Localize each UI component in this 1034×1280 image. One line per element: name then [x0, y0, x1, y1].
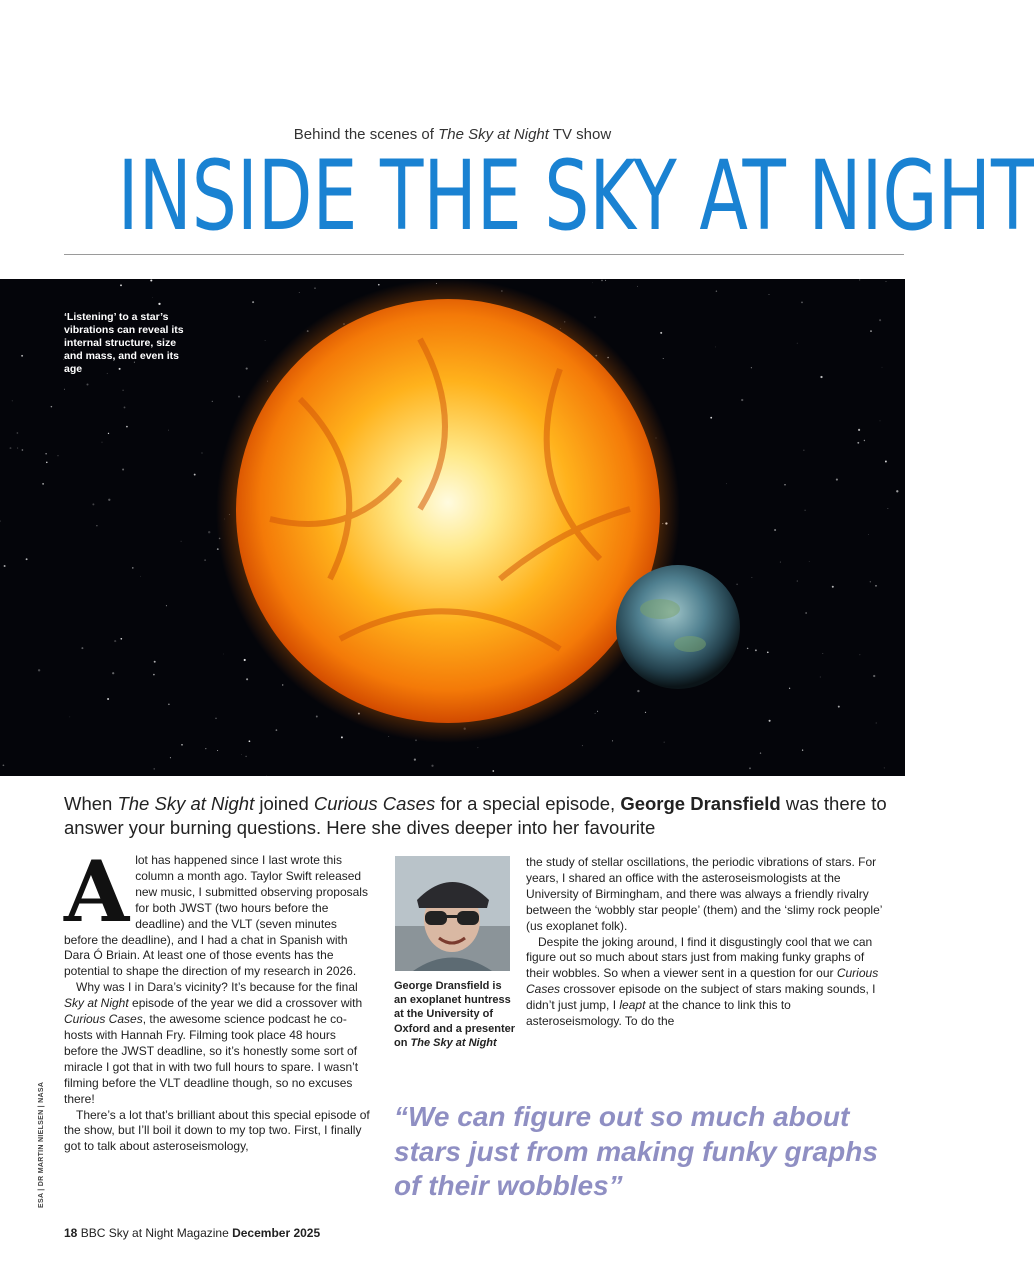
star-dot [4, 565, 6, 567]
star-dot [81, 647, 83, 649]
star-dot [246, 678, 248, 680]
star-dot [266, 775, 267, 776]
text: Despite the joking around, I find it disgustingly cool that we can figure out so much about stars just from making funky graphs of their wobbles. So when a viewer sent in a question for our [526, 934, 873, 981]
star-dot [710, 417, 712, 419]
star-dot [249, 740, 251, 742]
star-dot [223, 654, 224, 655]
star-dot [102, 442, 103, 443]
star-dot [46, 462, 47, 463]
star-dot [120, 638, 122, 640]
star [236, 299, 660, 723]
standfirst [64, 792, 904, 840]
star-dot [38, 669, 40, 671]
standfirst-text: for a special episode, [435, 793, 621, 814]
credit-text: ESA | DR MARTIN NIELSEN | NASA [38, 1081, 45, 1208]
author-portrait [395, 856, 510, 971]
page-number: 18 [64, 1226, 78, 1240]
star-dot [194, 474, 196, 476]
star-dot [760, 752, 761, 753]
star-dot [152, 297, 153, 298]
star-dot [801, 302, 803, 304]
star-dot [736, 584, 738, 586]
text: episode of the year we did a crossover with [128, 996, 363, 1011]
star-dot [96, 525, 97, 526]
magazine-name: BBC Sky at Night Magazine [77, 1226, 233, 1240]
star-dot [597, 711, 598, 712]
star-dot [882, 367, 883, 368]
star-dot [885, 461, 887, 463]
hero-image [0, 279, 905, 776]
star-dot [822, 653, 823, 654]
star-dot [414, 759, 416, 761]
star-dot [120, 284, 122, 286]
star-dot [838, 706, 840, 708]
star-dot [747, 648, 749, 650]
standfirst-text: joined [254, 793, 314, 814]
star-dot [108, 433, 109, 434]
star-dot [108, 499, 110, 501]
text: , the awesome science podcast he co-hosts with Hannah Fry. Filming took place 48 hours before the JWST deadline, so it’s honestly some sort of miracle I got that in with two full hours to spare. I wasn’t filming before the VLT deadline though, so no excuses there! [64, 1012, 359, 1106]
drop-cap: A [64, 842, 130, 941]
standfirst-author: George Dransfield [620, 793, 781, 814]
star-dot [252, 301, 254, 303]
star-dot [126, 426, 128, 428]
star-dot [663, 358, 664, 359]
star-dot [168, 430, 169, 431]
star-dot [582, 745, 583, 746]
star-dot [42, 483, 44, 485]
star-dot [752, 577, 753, 578]
star-dot [316, 716, 318, 718]
author-bio [394, 979, 516, 1050]
star-dot [784, 484, 785, 485]
star-dot [873, 675, 875, 677]
star-dot [204, 559, 206, 561]
star-dot [212, 401, 213, 402]
image-caption: ‘Listening’ to a star’s vibrations can reveal its internal structure, size and mass, and even its age [64, 311, 184, 375]
emphasis: leapt [619, 998, 646, 1013]
article-column-2 [526, 855, 886, 1030]
star-dot [154, 768, 155, 769]
star-dot [802, 749, 803, 750]
star-dot [10, 447, 12, 449]
issue-date: December 2025 [232, 1226, 321, 1240]
standfirst-text: was there to answer your burning questions. Here she dives deeper into her favourite [64, 793, 887, 838]
star-dot [244, 659, 246, 661]
star-dot [245, 756, 246, 757]
paragraph [64, 980, 370, 1107]
star-dot [140, 576, 141, 577]
star-dot [22, 449, 24, 451]
star-dot [181, 541, 182, 542]
star-dot [886, 281, 887, 282]
star-dot [64, 389, 65, 390]
bio-text: is an exoplanet huntress at the University of Oxford and a presenter on [394, 980, 516, 1049]
standfirst-text: When [64, 793, 118, 814]
star-dot [749, 767, 751, 769]
star-dot [774, 529, 776, 531]
star-dot [789, 688, 790, 689]
star-dot [215, 718, 216, 719]
star-dot [92, 503, 94, 505]
star-dot [314, 288, 315, 289]
podcast-title: Curious Cases [526, 966, 879, 997]
star-dot [864, 440, 865, 441]
star-dot [637, 690, 639, 692]
star-dot [820, 376, 822, 378]
star-dot [836, 479, 838, 481]
star-dot [876, 722, 877, 723]
star-dot [57, 455, 58, 456]
star-dot [858, 429, 860, 431]
star-dot [150, 279, 152, 281]
star-dot [859, 279, 860, 280]
show-title: Sky at Night [64, 996, 129, 1011]
kicker-text: Behind the scenes of [293, 126, 439, 143]
star-dot [751, 367, 752, 368]
star-dot [12, 400, 13, 401]
star-dot [246, 368, 248, 370]
star-dot [715, 346, 716, 347]
star-dot [112, 672, 114, 674]
star-dot [276, 729, 278, 731]
star-dot [769, 294, 770, 295]
star-dot [803, 450, 804, 451]
star-dot [592, 282, 593, 283]
star-dot [645, 712, 646, 713]
star-dot [755, 649, 757, 651]
planet [616, 565, 740, 689]
standfirst-podcast: Curious Cases [313, 793, 436, 814]
bio-show: The Sky at Night [410, 1036, 497, 1049]
page-title: INSIDE THE SKY AT NIGHT [117, 140, 1034, 252]
star-dot [896, 490, 898, 492]
podcast-title: Curious Cases [64, 1012, 143, 1027]
paragraph: the study of stellar oscillations, the periodic vibrations of stars. For years, I shared an office with the asteroseismologists at the University of Birmingham, and there was always a friendly rivalry between the ‘wobbly star people’ (them) and the ‘slimy rock people’ (us exoplanet folk). [526, 855, 882, 933]
star-dot [601, 280, 602, 281]
star-dot [820, 677, 821, 678]
star-dot [478, 747, 479, 748]
star-dot [202, 453, 203, 454]
text: Why was I in Dara’s vicinity? It’s because for the final [76, 980, 358, 995]
star-dot [804, 510, 805, 511]
star-dot [664, 742, 665, 743]
paragraph: There’s a lot that’s brilliant about this special episode of the show, but I’ll boil it down to my top two. First, I finally got to talk about asteroseismology, [64, 1107, 370, 1154]
star-dot [860, 654, 861, 655]
star-dot [158, 303, 160, 305]
star-dot [299, 292, 300, 293]
star-dot [888, 508, 889, 509]
star-dot [122, 468, 124, 470]
star-dot [170, 757, 171, 758]
star-dot [716, 290, 717, 291]
star-dot [122, 390, 123, 391]
star-dot [205, 748, 206, 749]
star-dot [594, 316, 596, 318]
kicker-text-end: TV show [548, 126, 612, 143]
star-dot [217, 548, 219, 550]
star-dot [166, 605, 167, 606]
star-dot [132, 567, 134, 569]
standfirst-show: The Sky at Night [117, 793, 255, 814]
star-dot [208, 531, 210, 533]
star-dot [26, 558, 28, 560]
star-dot [153, 674, 155, 676]
star-dot [69, 717, 70, 718]
star-dot [884, 767, 885, 768]
star-dot [767, 651, 769, 653]
star-dot [431, 765, 433, 767]
star-dot [870, 581, 871, 582]
text: crossover episode on the subject of stars making sounds, I didn’t just jump, I [526, 982, 876, 1013]
article-column-1 [64, 842, 370, 1155]
text: at the chance to link this to asteroseismology. To do the [526, 998, 791, 1029]
star-dot [86, 383, 88, 385]
photo-credit [38, 1058, 50, 1208]
star-dot [341, 736, 343, 738]
star-dot [805, 612, 806, 613]
star-dot [3, 764, 5, 766]
star-dot [114, 640, 116, 642]
paragraph: lot has happened since I last wrote this column a month ago. Taylor Swift released new music, I submitted observing proposals for both JWST (two hours before the deadline) and the VLT (seven minutes before the deadline), and I had a chat in Spanish with Dara Ó Briain. At least one of those events has the potential to shape the direction of my research in 2026. [64, 853, 368, 979]
star-dot [797, 343, 798, 344]
star-dot [107, 698, 109, 700]
kicker-show-title: The Sky at Night [438, 126, 549, 143]
paragraph [526, 935, 886, 1030]
author-name: George Dransfield [394, 980, 490, 992]
star-dot [238, 396, 240, 398]
star-dot [282, 684, 283, 685]
star-dot [660, 332, 662, 334]
star-dot [241, 754, 242, 755]
star-dot [605, 280, 606, 281]
star-dot [21, 355, 23, 357]
star-dot [265, 340, 266, 341]
star-dot [45, 453, 46, 454]
star-dot [741, 399, 743, 401]
star-dot [832, 586, 834, 588]
star-dot [388, 736, 389, 737]
star-dot [780, 562, 781, 563]
star-dot [154, 661, 156, 663]
page-footer [64, 1226, 320, 1240]
star-dot [17, 448, 18, 449]
star-dot [595, 713, 596, 714]
star-dot [879, 319, 881, 321]
star-dot [217, 750, 218, 751]
star-dot [857, 442, 859, 444]
star-dot [809, 561, 810, 562]
star-dot [870, 330, 871, 331]
person-photo [395, 856, 510, 971]
star-dot [880, 421, 881, 422]
star-dot [726, 483, 727, 484]
star-dot [181, 744, 183, 746]
pull-quote: “We can figure out so much about stars just from making funky graphs of their wobbles” [394, 1101, 878, 1201]
star-dot [168, 704, 170, 706]
star-dot [637, 286, 638, 287]
star-dot [124, 406, 126, 408]
star-dot [17, 432, 19, 434]
star-dot [492, 770, 494, 772]
divider [64, 254, 904, 255]
star-dot [797, 581, 798, 582]
star-dot [868, 534, 869, 535]
star-dot [769, 720, 771, 722]
star-dot [378, 284, 380, 286]
star-dot [51, 406, 53, 408]
star-dot [612, 740, 613, 741]
star-dot [875, 585, 876, 586]
